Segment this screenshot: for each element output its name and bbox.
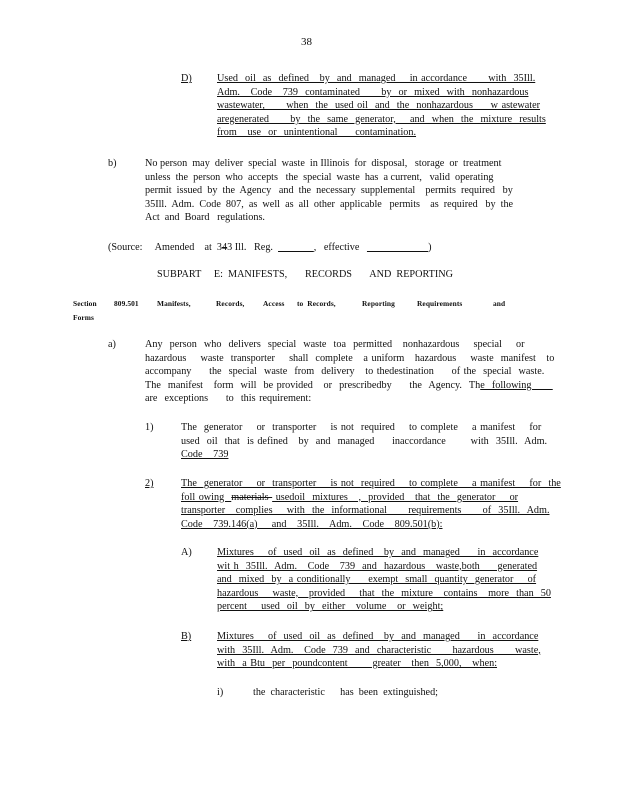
text-segment: are exceptions to this requirement: — [145, 393, 312, 405]
text-segment: Used oil as defined by and managed in accordance with 35Ill. — [217, 73, 536, 84]
item-b-text — [145, 157, 513, 225]
text-segment: and mixed by a conditionally exempt small quantity generator of — [217, 574, 537, 586]
text-line — [181, 435, 547, 449]
source-rest: 3 Ill. Reg. — [227, 242, 279, 253]
text-line — [217, 86, 546, 100]
text-segment: aregenerated by the same generator, and when the mixture results — [217, 113, 546, 125]
text-segment: wastewater, when the used oil and the nonhazardous w astewater — [217, 100, 541, 112]
text-line: No person may deliver special waste in Illinois for disposal, storage or treatment — [145, 158, 502, 169]
item-b-label: b) — [108, 158, 117, 169]
text-segment: accompany the special waste from delivery to thedestination of the special waste. — [145, 366, 545, 378]
item-d-label: D) — [181, 73, 192, 84]
text-line — [217, 600, 551, 614]
source-struck-digit: 4 — [222, 242, 228, 253]
section-title-word: Access — [263, 299, 285, 308]
text-line — [217, 644, 541, 658]
source-note — [108, 241, 432, 255]
text-segment: The manifest form will be provided or prescribedby the Agency. Th — [145, 379, 481, 391]
text-segment: Any person who delivers special waste toa permitted nonhazardous special or — [145, 339, 525, 350]
text-segment: materials — [231, 491, 273, 503]
text-segment: used oil that is defined by and managed inaccordance with 35Ill. Adm. — [181, 435, 548, 447]
text-line: Act and Board regulations. — [145, 212, 265, 224]
text-line — [145, 392, 554, 406]
text-line — [145, 365, 554, 379]
section-number: 809.501 — [114, 299, 139, 308]
section-title-word: Manifests, — [157, 299, 191, 308]
item-2a-text — [217, 546, 551, 614]
text-line — [217, 113, 546, 127]
text-line — [145, 379, 554, 393]
text-line — [181, 477, 561, 491]
item-1-text — [181, 421, 547, 462]
text-line — [181, 504, 561, 518]
text-segment: foll owing — [181, 491, 232, 503]
text-line — [145, 338, 554, 352]
text-line — [181, 518, 561, 532]
text-line — [217, 99, 546, 113]
text-line — [217, 546, 551, 560]
text-segment: usedoil mixtures , provided that the generator or — [272, 491, 519, 503]
section-label: Section — [73, 299, 97, 308]
text-segment: hazardous waste, provided that the mixture contains more than 50 — [217, 587, 551, 599]
text-segment: The generator or transporter is not required to complete a manifest for the — [181, 478, 561, 489]
item-2a-label: A) — [181, 547, 192, 558]
text-segment: percent used oil by either volume or weight; — [217, 601, 444, 613]
text-segment: The generator or transporter is not required to complete a manifest for — [181, 422, 542, 433]
item-2b-i-label: i) — [217, 687, 224, 698]
text-segment: Code 739 — [181, 449, 229, 461]
text-segment: Mixtures of used oil as defined by and managed in accordance — [217, 631, 539, 642]
text-line: 35Ill. Adm. Code 807, as well as all other applicable permits as required by the — [145, 198, 514, 210]
text-line — [181, 448, 547, 462]
item-2b-text — [217, 630, 541, 671]
text-line — [217, 630, 541, 644]
section-title-line-2: Forms — [73, 313, 95, 322]
text-segment: with 35Ill. Adm. Code 739 and characteristic hazardous waste, — [217, 644, 541, 656]
text-segment: Code 739.146(a) and 35Ill. Adm. Code 809.501(b): — [181, 518, 443, 530]
section-title-word: to Records, — [297, 299, 336, 308]
subpart-heading: SUBPART E: MANIFESTS, RECORDS AND REPORTING — [157, 269, 453, 280]
text-segment: from use or unintentional contamination. — [217, 127, 417, 139]
text-line — [145, 352, 554, 366]
item-2b-label: B) — [181, 631, 192, 642]
text-line — [181, 421, 547, 435]
text-line — [217, 657, 541, 671]
section-title-word: Reporting — [362, 299, 395, 308]
text-segment: wit h 35Ill. Adm. Code 739 and hazardous waste,both generated — [217, 560, 538, 572]
item-2-label: 2) — [145, 478, 154, 489]
text-segment: hazardous waste transporter shall complete a uniform hazardous waste manifest to — [145, 352, 555, 364]
text-segment: Mixtures of used oil as defined by and managed in accordance — [217, 547, 539, 558]
item-1-label: 1) — [145, 422, 154, 433]
section-title-word: and — [493, 299, 506, 308]
text-line — [217, 126, 546, 140]
text-line — [217, 72, 546, 86]
text-segment: with a Btu per poundcontent greater then 5,000, when: — [217, 658, 498, 670]
source-end: ) — [428, 242, 432, 253]
source-mid: , effective — [313, 242, 367, 253]
text-segment: e following — [480, 379, 553, 391]
item-2b-i-text: the characteristic has been extinguished; — [253, 687, 439, 698]
text-line: permit issued by the Agency and the necessary supplemental permits required by — [145, 185, 513, 197]
text-line — [181, 491, 561, 505]
section-title-word: Requirements — [417, 299, 463, 308]
text-segment: Adm. Code 739 contaminated by or mixed with nonhazardous — [217, 86, 529, 98]
source-blank-1: ____ __ — [278, 242, 314, 253]
section-title-word: Records, — [216, 299, 245, 308]
item-a-label: a) — [108, 339, 116, 350]
text-line: unless the person who accepts the special waste has a current, valid operating — [145, 171, 494, 183]
item-2-text — [181, 477, 561, 531]
text-line — [217, 573, 551, 587]
text-segment: transporter complies with the informational requirements of 35Ill. Adm. — [181, 505, 550, 517]
source-prefix: (Source: Amended at 3 — [108, 242, 223, 253]
text-line — [217, 560, 551, 574]
source-blank-2: ____________ — [367, 242, 429, 253]
page-number: 38 — [301, 36, 312, 48]
item-d-text — [217, 72, 546, 140]
item-a-text — [145, 338, 554, 406]
text-line — [217, 587, 551, 601]
